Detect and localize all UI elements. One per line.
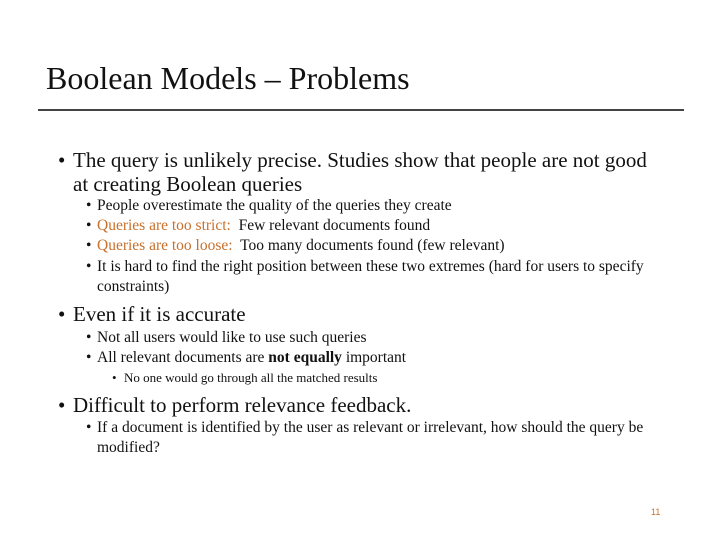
sub-bullet-text: important <box>341 349 407 366</box>
bullet-icon: • <box>58 148 66 172</box>
sub-bullet <box>86 348 672 368</box>
sub-bullet-text: Few relevant documents found <box>230 217 431 234</box>
sub-bullet-text: Not all users would like to use such queries <box>97 329 367 346</box>
sub-bullet-text: Too many documents found (few relevant) <box>232 237 505 254</box>
sub-bullet-text: All relevant documents are <box>97 349 269 366</box>
highlight-label: Queries are too strict: <box>97 217 231 234</box>
bullet-icon: • <box>58 302 66 326</box>
sub-bullet-text: If a document is identified by the user as relevant or irrelevant, how should the query be modified? <box>97 419 644 456</box>
bullet-icon: • <box>112 370 117 385</box>
bullet-icon: • <box>86 237 92 254</box>
page-number: 11 <box>651 507 661 517</box>
sub-bullet <box>86 196 672 216</box>
bullet-point-3 <box>58 393 658 417</box>
sub-sub-bullet-text: No one would go through all the matched results <box>124 370 378 385</box>
sub-bullet <box>86 216 672 236</box>
sub-bullet <box>86 328 672 348</box>
bullet-icon: • <box>86 419 92 436</box>
bullet-text: The query is unlikely precise. Studies show that people are not good at creating Boolean queries <box>73 148 647 196</box>
bullet-point-2 <box>58 302 658 326</box>
bullet-text: Difficult to perform relevance feedback. <box>73 393 412 417</box>
bullet-icon: • <box>86 197 92 214</box>
sub-bullet <box>86 236 672 256</box>
sub-bullet <box>86 418 672 458</box>
sub-bullet-text: People overestimate the quality of the queries they create <box>97 197 452 214</box>
title-divider <box>38 109 684 111</box>
highlight-label: Queries are too loose: <box>97 237 233 254</box>
sub-bullet-text: It is hard to find the right position between these two extremes (hard for users to specify constraints) <box>97 258 644 295</box>
bullet-text: Even if it is accurate <box>73 302 246 326</box>
bullet-icon: • <box>58 393 66 417</box>
bullet-icon: • <box>86 217 92 234</box>
sub-bullet <box>86 257 672 297</box>
bullet-icon: • <box>86 258 92 275</box>
sub-sub-bullet <box>112 370 377 386</box>
emphasis-text: not equally <box>268 349 342 366</box>
bullet-icon: • <box>86 349 92 366</box>
bullet-point-1 <box>58 148 658 196</box>
bullet-icon: • <box>86 329 92 346</box>
slide-title: Boolean Models – Problems <box>46 60 410 96</box>
